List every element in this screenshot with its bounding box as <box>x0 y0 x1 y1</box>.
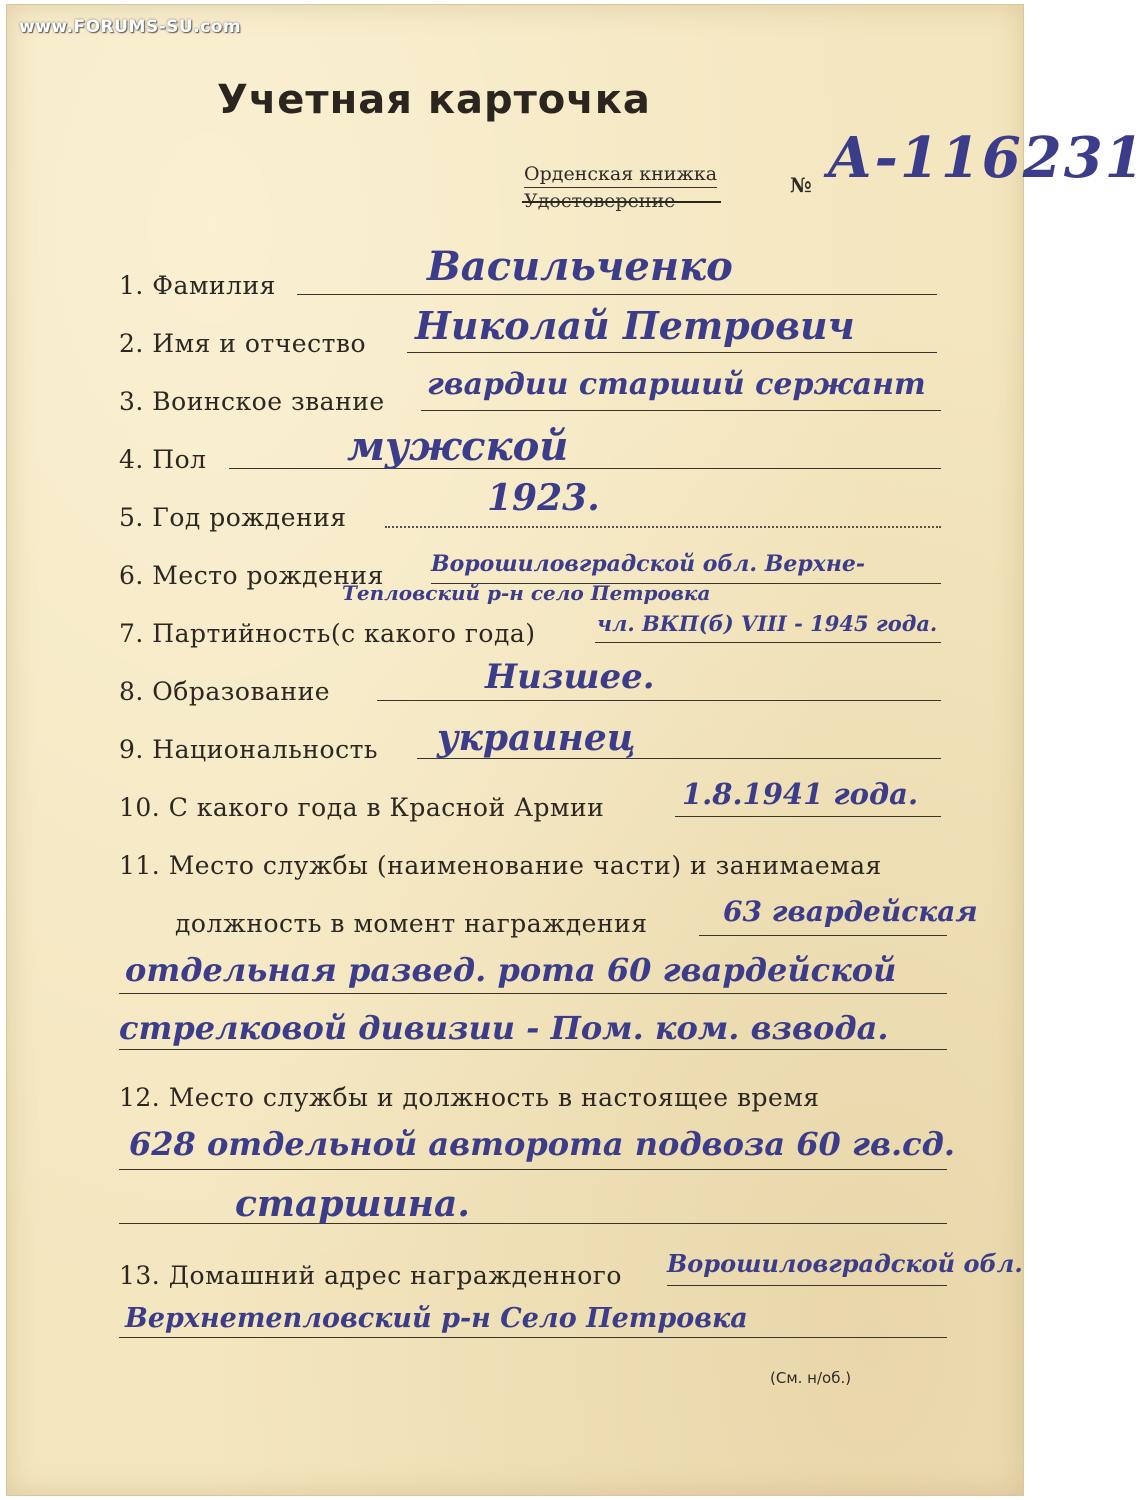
document-type <box>524 163 717 212</box>
underline <box>119 1169 947 1170</box>
field-label-surname: 1. Фамилия <box>119 271 276 300</box>
underline <box>421 410 941 411</box>
number-label: № <box>790 173 812 197</box>
card-title: Учетная карточка <box>217 77 651 123</box>
field-value-name: Николай Петрович <box>415 303 855 348</box>
field-value-education: Низшее. <box>485 657 655 697</box>
field-label-name: 2. Имя и отчество <box>119 329 367 358</box>
field-label-current-service: 12. Место службы и должность в настоящее время <box>119 1083 820 1112</box>
field-value-birth-place-line2: Тепловский р-н село Петровка <box>342 581 711 605</box>
underline <box>119 1049 947 1050</box>
watermark: www.FORUMS-SU.com <box>19 17 242 37</box>
field-value-unit-at-award-line3: стрелковой дивизии - Пом. ком. взвода. <box>119 1009 889 1047</box>
underline <box>667 1285 947 1286</box>
field-value-current-service-line2: старшина. <box>235 1183 470 1225</box>
underline <box>699 935 947 936</box>
field-value-birth-year: 1923. <box>487 477 600 519</box>
field-value-party: чл. ВКП(б) VIII - 1945 года. <box>597 611 938 636</box>
record-card <box>6 4 1146 1496</box>
underline <box>229 468 941 469</box>
field-value-army-since: 1.8.1941 года. <box>682 777 919 811</box>
field-value-current-service: 628 отдельной авторота подвоза 60 гв.сд. <box>129 1125 955 1163</box>
field-value-unit-at-award: 63 гвардейская <box>723 895 978 928</box>
field-label-unit-at-award: 11. Место службы (наименование части) и занимаемая <box>119 851 882 880</box>
field-label-nationality: 9. Национальность <box>119 735 379 764</box>
footnote-see-reverse: (См. н/об.) <box>770 1369 852 1387</box>
field-value-home-address-line2: Верхнетепловский р-н Село Петровка <box>125 1303 748 1334</box>
document-type-order-book: Орденская книжка <box>524 163 717 188</box>
field-label-home-address: 13. Домашний адрес награжденного <box>119 1261 622 1290</box>
field-label-education: 8. Образование <box>119 677 331 706</box>
field-value-surname: Васильченко <box>427 243 733 290</box>
field-label-party: 7. Партийность(с какого года) <box>119 619 536 648</box>
underline <box>119 993 947 994</box>
field-value-unit-at-award-line2: отдельная развед. рота 60 гвардейской <box>125 951 897 989</box>
dotted-underline <box>385 526 941 528</box>
field-value-home-address: Ворошиловградской обл. <box>667 1249 1023 1278</box>
field-value-birth-place: Ворошиловградской обл. Верхне- <box>431 551 865 577</box>
underline <box>119 1337 947 1338</box>
document-type-certificate-struck: Удостоверение <box>524 190 717 212</box>
field-label-rank: 3. Воинское звание <box>119 387 385 416</box>
underline <box>377 700 941 701</box>
field-value-nationality: украинец <box>437 717 636 759</box>
order-book-number: А-116231 <box>827 125 1146 191</box>
field-label-birth-year: 5. Год рождения <box>119 503 347 532</box>
underline <box>675 816 941 817</box>
field-value-sex: мужской <box>347 423 569 470</box>
underline <box>595 642 941 643</box>
underline <box>297 294 937 295</box>
field-label-unit-at-award-line2: должность в момент награждения <box>175 909 648 938</box>
field-value-rank: гвардии старший сержант <box>427 367 926 402</box>
field-label-birth-place: 6. Место рождения <box>119 561 384 590</box>
field-label-sex: 4. Пол <box>119 445 207 474</box>
field-label-army-since: 10. С какого года в Красной Армии <box>119 793 605 822</box>
underline <box>407 352 937 353</box>
